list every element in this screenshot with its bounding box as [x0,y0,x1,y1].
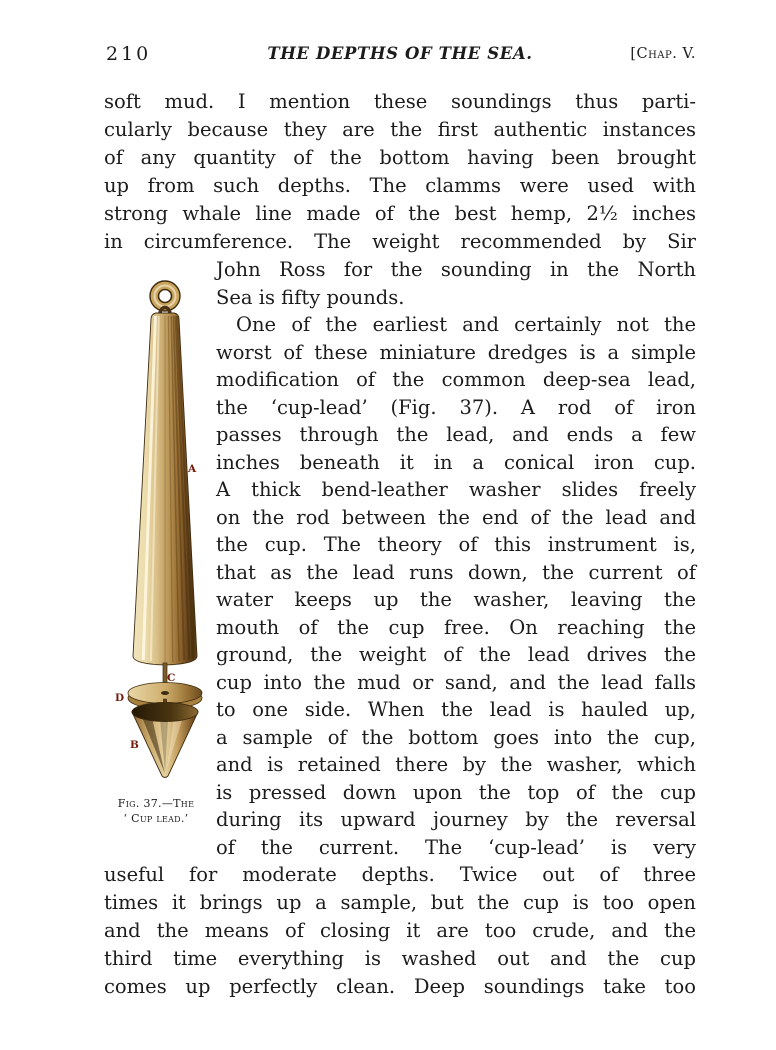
running-title: THE DEPTHS OF THE SEA. [267,44,533,63]
text-line: passes through the lead, and ends a few [216,423,696,446]
text-line: water keeps up the washer, leaving the [216,588,696,611]
text-line: on the rod between the end of the lead and [216,505,696,529]
text-line: inches beneath it in a conical iron cup. [216,450,696,474]
figure-and-text-row [104,256,696,861]
text-line: soft mud. I mention these soundings thus parti- [104,90,696,113]
chapter-reference: [Chap. V. [630,46,696,62]
text-line: of the current. The ‘cup-lead’ is very [216,835,696,859]
text-line: strong whale line made of the best hemp, 2½ inches [104,202,696,225]
text-line: useful for moderate depths. Twice out of three [104,863,696,886]
text-line: a sample of the bottom goes into the cup, [216,725,696,749]
text-line: up from such depths. The clamms were used with [104,174,696,197]
paragraph-bottom [104,861,696,1001]
text-line: the cup. The theory of this instrument is, [216,533,696,556]
text-line: that as the lead runs down, the current of [216,560,696,584]
text-line: of any quantity of the bottom having been brought [104,146,696,169]
text-line: is pressed down upon the top of the cup [216,780,696,804]
paragraph-top [104,88,696,256]
text-line: One of the earliest and certainly not the [236,313,696,336]
page-header [104,42,696,70]
label-d: D [115,692,125,704]
figure-caption-line1: Fig. 37.—The [117,797,195,810]
text-line: in circumference. The weight recommended by Sir [104,230,696,253]
figure-column [104,256,208,861]
text-line: third time everything is washed out and the cup [104,947,696,970]
page-number: 210 [106,43,152,65]
text-line: to one side. When the lead is hauled up, [216,698,696,721]
text-line: modification of the common deep-sea lead, [216,368,696,391]
cup-mouth [132,703,198,722]
wrapped-text-column [216,256,696,861]
text-line: worst of these miniature dredges is a simple [216,340,696,364]
text-line: comes up perfectly clean. Deep soundings take too [104,975,696,998]
conical-cup [132,703,198,778]
label-c: C [167,672,176,684]
text-line: A thick bend-leather washer slides freely [216,478,696,501]
text-line: ground, the weight of the lead drives the [216,643,696,666]
text-line: the ‘cup-lead’ (Fig. 37). A rod of iron [216,395,696,419]
label-b: B [130,739,139,751]
text-line: mouth of the cup free. On reaching the [216,615,696,639]
text-line: cup into the mud or sand, and the lead falls [216,670,696,694]
text-line: and the means of closing it are too crude, and the [104,919,696,942]
figure-caption-line2: ‘ Cup lead.’ [123,812,189,825]
label-a: A [188,463,197,475]
text-line: John Ross for the sounding in the North [216,258,696,281]
text-line: Sea is fifty pounds. [216,285,405,309]
figure-caption [104,796,208,826]
cup-lead-figure [104,256,208,796]
lead-body [133,313,197,665]
text-line: cularly because they are the first authentic instances [104,118,696,141]
text-line: times it brings up a sample, but the cup is too open [104,891,696,914]
text-line: during its upward journey by the reversal [216,808,696,831]
text-line: and is retained there by the washer, which [216,753,696,776]
body-text [104,88,696,1001]
